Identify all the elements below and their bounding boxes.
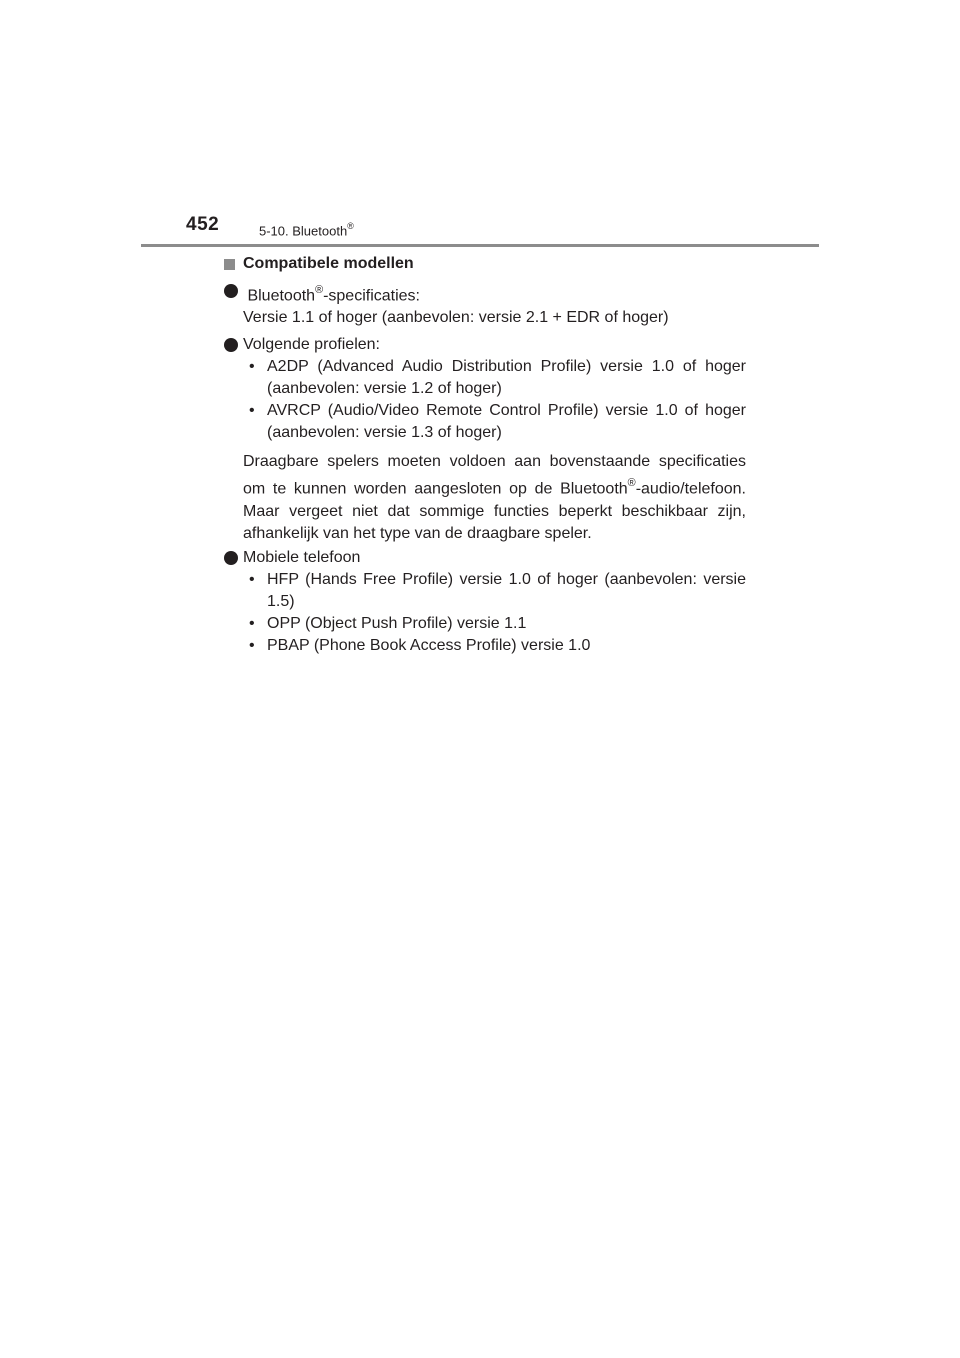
page-number: 452 [186, 214, 220, 235]
list-item-text: A2DP (Advanced Audio Distribution Profile) versie 1.0 of hoger (aanbevolen: versie 1.2 of hoger) [267, 358, 746, 398]
list-item [243, 569, 746, 613]
bullet-mobile-phone [224, 547, 746, 569]
body-paragraph [243, 451, 746, 544]
section-label-text: 5-10. Bluetooth [259, 223, 348, 239]
registered-mark: ® [627, 477, 636, 490]
bullet-profiles [224, 334, 746, 356]
bullet-detail: Versie 1.1 of hoger (aanbevolen: versie 2.1 + EDR of hoger) [243, 309, 669, 327]
registered-mark: ® [315, 283, 324, 296]
list-item-text: OPP (Object Push Profile) versie 1.1 [267, 614, 527, 632]
bullet-label [243, 280, 746, 307]
bullet-dot-icon [224, 338, 238, 352]
bullet-label: Volgende profielen: [243, 336, 380, 354]
list-item-text: HFP (Hands Free Profile) versie 1.0 of hoger (aanbevolen: versie 1.5) [267, 570, 746, 610]
item-marker: • [249, 358, 255, 376]
paragraph-part1: Draagbare spelers moeten voldoen aan bovenstaande specificaties om te kunnen worden aangesloten op de Bluetooth [243, 453, 746, 498]
bullet-label: Mobiele telefoon [243, 548, 361, 566]
list-item-text: PBAP (Phone Book Access Profile) versie 1.0 [267, 636, 591, 654]
bullet-dot-icon [224, 551, 238, 565]
item-marker: • [249, 570, 255, 588]
header-rule [141, 244, 819, 247]
registered-mark: ® [347, 221, 354, 232]
list-item [243, 635, 746, 657]
section-heading [224, 253, 746, 275]
item-marker: • [249, 402, 255, 420]
bullet-dot-icon [224, 284, 238, 298]
square-bullet-icon [224, 259, 235, 270]
paragraph-part2: -audio/telefoon. Maar vergeet niet dat sommige functies beperkt beschikbaar zijn, afhankelijk van het type van de draagbare speler. [243, 480, 746, 542]
bullet-bluetooth-spec [224, 280, 746, 329]
bluetooth-suffix: -specificaties: [323, 287, 420, 305]
list-item [243, 613, 746, 635]
item-marker: • [249, 636, 255, 654]
item-marker: • [249, 614, 255, 632]
list-item [243, 400, 746, 444]
page-content [224, 253, 746, 657]
list-item-text: AVRCP (Audio/Video Remote Control Profile) versie 1.0 of hoger (aanbevolen: versie 1.3 of hoger) [267, 402, 746, 442]
bluetooth-label: Bluetooth [247, 287, 316, 305]
section-label [259, 222, 354, 238]
section-title: Compatibele modellen [243, 255, 414, 272]
list-item [243, 356, 746, 400]
